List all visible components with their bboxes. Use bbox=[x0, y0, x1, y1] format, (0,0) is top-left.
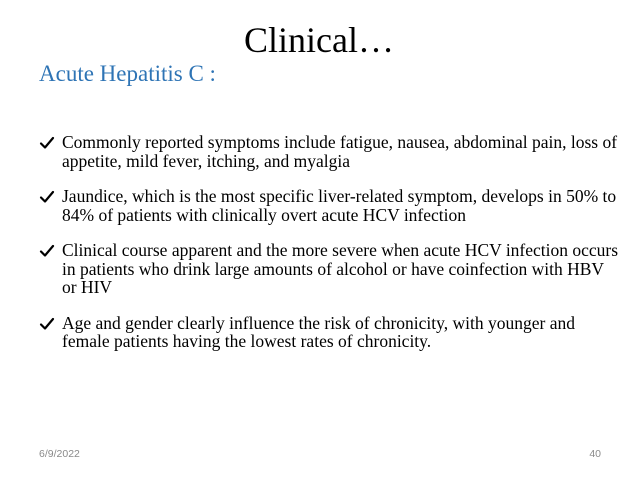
bullet-text: Commonly reported symptoms include fatigue, nausea, abdominal pain, loss of appetite, mild fever, itching, and myalgia bbox=[62, 132, 618, 171]
check-mark-icon bbox=[39, 135, 55, 151]
bullet-text: Age and gender clearly influence the risk of chronicity, with younger and female patients having the lowest rates of chronicity. bbox=[62, 312, 575, 351]
slide-subtitle: Acute Hepatitis C : bbox=[39, 61, 216, 86]
check-mark-icon bbox=[39, 189, 55, 205]
check-mark-icon bbox=[39, 316, 55, 332]
bullet-text: Clinical course apparent and the more severe when acute HCV infection occurs in patients who drink large amounts of alcohol or have coinfection with HBV or HIV bbox=[62, 240, 619, 297]
page-number: 40 bbox=[589, 448, 601, 460]
bullet-item bbox=[39, 314, 619, 351]
slide-title: Clinical… bbox=[244, 20, 394, 60]
bullet-item bbox=[39, 241, 619, 297]
bullet-list bbox=[39, 133, 619, 368]
bullet-text: Jaundice, which is the most specific liver-related symptom, develops in 50% to 84% of patients with clinically overt acute HCV infection bbox=[62, 186, 617, 225]
footer-date: 6/9/2022 bbox=[39, 448, 80, 460]
bullet-item bbox=[39, 187, 619, 224]
check-mark-icon bbox=[39, 243, 55, 259]
bullet-item bbox=[39, 133, 619, 170]
